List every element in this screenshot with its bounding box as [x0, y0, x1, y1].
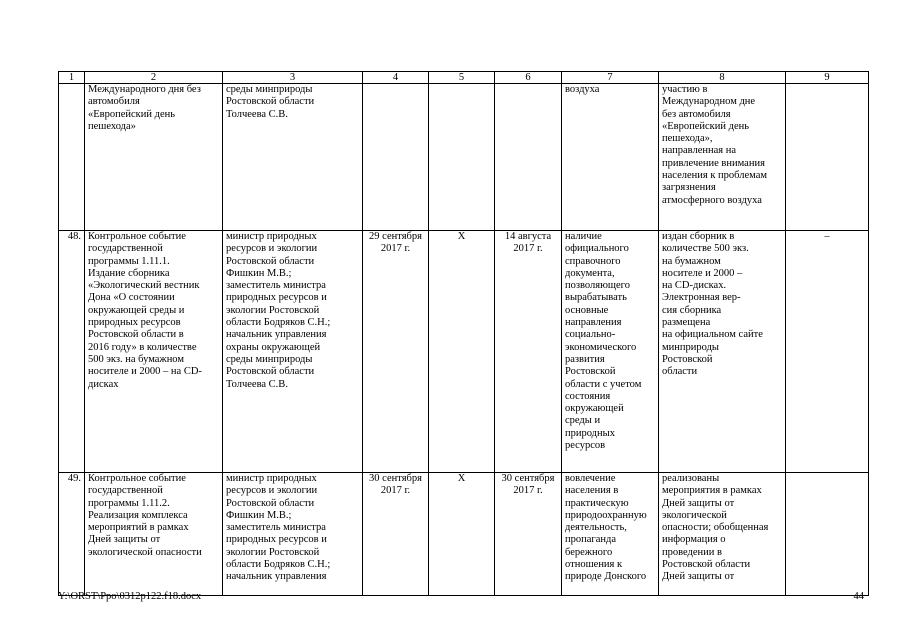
- event-cell: Контрольное событие государственной программы 1.11.2. Реализация комплекса мероприятий в рамках Дней защиты от экологической опасности: [85, 473, 223, 596]
- outcome-cell: реализованы мероприятия в рамках Дней защиты от экологической опасности; обобщенная информация о проведении в Ростовской области Дней защиты от: [659, 473, 786, 596]
- mark-cell: X: [429, 473, 495, 596]
- note-cell: –: [786, 231, 869, 473]
- file-path: Y:\ORST\Ppo\0312p122.f18.docx: [58, 591, 202, 602]
- header-cell: 1: [59, 72, 85, 84]
- header-cell: 7: [562, 72, 659, 84]
- header-cell: 3: [223, 72, 363, 84]
- planned-date-cell: [363, 84, 429, 231]
- header-cell: 2: [85, 72, 223, 84]
- table-row: [59, 473, 869, 596]
- responsible-cell: среды минприроды Ростовской области Толчеева С.В.: [223, 84, 363, 231]
- event-cell: Международного дня без автомобиля «Европейский день пешехода»: [85, 84, 223, 231]
- row-number: 49.: [59, 473, 85, 596]
- header-cell: 4: [363, 72, 429, 84]
- result-cell: вовлечение населения в практическую природоохранную деятельность, пропаганда бережного отношения к природе Донского: [562, 473, 659, 596]
- plan-table: [58, 71, 869, 596]
- planned-date-cell: 30 сентября 2017 г.: [363, 473, 429, 596]
- outcome-cell: издан сборник в количестве 500 экз. на бумажном носителе и 2000 – на CD-дисках. Электронная вер- сия сборника размещена на официальном сайте минприроды Ростовской области: [659, 231, 786, 473]
- outcome-cell: участию в Международном дне без автомобиля «Европейский день пешехода», направленная на привлечение внимания населения к проблемам загрязнения атмосферного воздуха: [659, 84, 786, 231]
- header-cell: 8: [659, 72, 786, 84]
- event-cell: Контрольное событие государственной программы 1.11.1. Издание сборника «Экологический вестник Дона «О состоянии окружающей среды и природных ресурсов Ростовской области в 2016 году» в количестве 500 экз. на бумажном носителе и 2000 – на CD- дисках: [85, 231, 223, 473]
- responsible-cell: министр природных ресурсов и экологии Ростовской области Фишкин М.В.; заместитель министра природных ресурсов и экологии Ростовской области Бодряков С.Н.; начальник управления охраны окружающей среды минприроды Ростовской области Толчеева С.В.: [223, 231, 363, 473]
- table-row: [59, 231, 869, 473]
- row-number: [59, 84, 85, 231]
- responsible-cell: министр природных ресурсов и экологии Ростовской области Фишкин М.В.; заместитель министра природных ресурсов и экологии Ростовской области Бодряков С.Н.; начальник управления: [223, 473, 363, 596]
- mark-cell: [429, 84, 495, 231]
- mark-cell: X: [429, 231, 495, 473]
- header-cell: 5: [429, 72, 495, 84]
- header-cell: 9: [786, 72, 869, 84]
- note-cell: [786, 473, 869, 596]
- actual-date-cell: 14 августа 2017 г.: [495, 231, 562, 473]
- note-cell: [786, 84, 869, 231]
- planned-date-cell: 29 сентября 2017 г.: [363, 231, 429, 473]
- row-number: 48.: [59, 231, 85, 473]
- result-cell: воздуха: [562, 84, 659, 231]
- actual-date-cell: 30 сентября 2017 г.: [495, 473, 562, 596]
- actual-date-cell: [495, 84, 562, 231]
- page-number: 44: [853, 591, 864, 602]
- result-cell: наличие официального справочного документа, позволяющего вырабатывать основные направления социально- экономического развития Ростовской области с учетом состояния окружающей среды и природных ресурсов: [562, 231, 659, 473]
- header-cell: 6: [495, 72, 562, 84]
- table-row: [59, 84, 869, 231]
- header-row: [59, 72, 869, 84]
